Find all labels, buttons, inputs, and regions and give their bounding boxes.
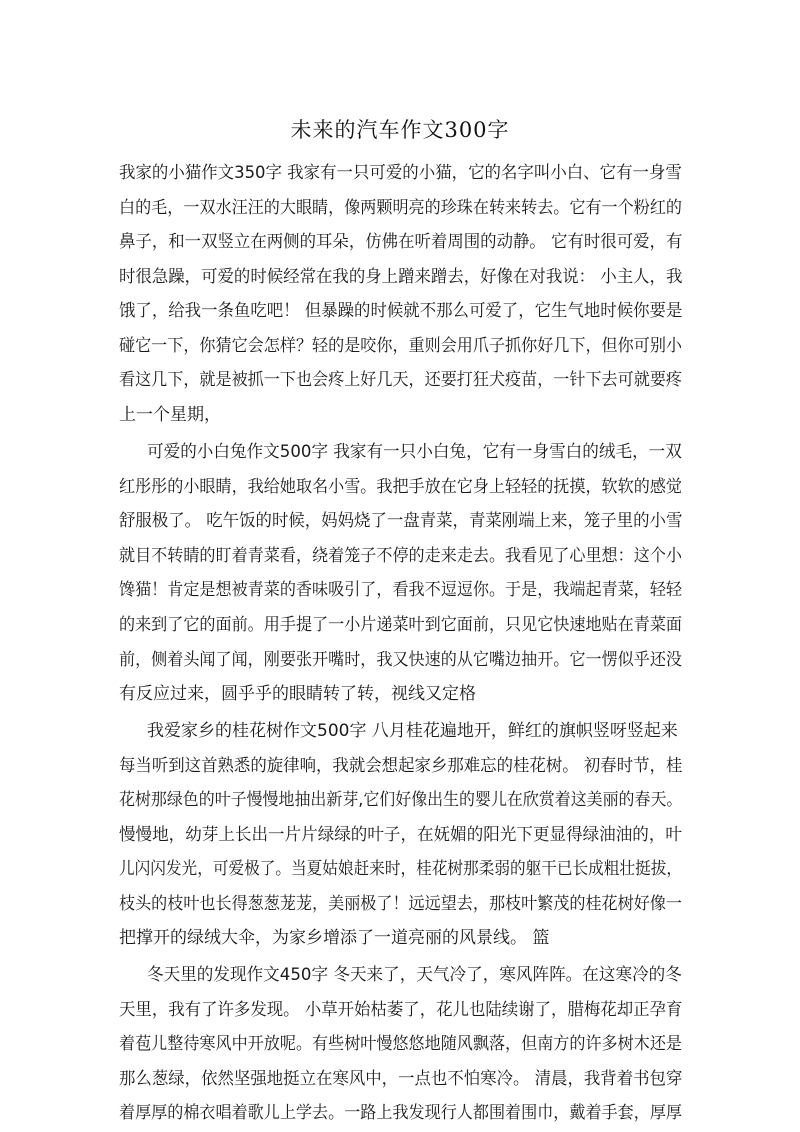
text-line: 儿闪闪发光，可爱极了。当夏姑娘赶来时，桂花树那柔弱的躯干已长成粗壮挺拔， [119, 859, 682, 879]
text-line: 的来到了它的面前。用手提了一小片递菜叶到它面前，只见它快速地贴在青菜面 [119, 615, 682, 635]
text-line: 可爱的小白兔作文500字 我家有一只小白兔，它有一身雪白的绒毛，一双 [147, 442, 682, 462]
text-line: 着厚厚的棉衣唱着歌儿上学去。一路上我发现行人都围着围巾，戴着手套，厚厚 [119, 1103, 682, 1123]
text-line: 我家的小猫作文350字 我家有一只可爱的小猫，它的名字叫小白、它有一身雪 [119, 163, 682, 183]
text-line: 我爱家乡的桂花树作文500字 八月桂花遍地开，鲜红的旗帜竖呀竖起来 [147, 721, 678, 741]
text-line: 慢慢地，幼芽上长出一片片绿绿的叶子，在妩媚的阳光下更显得绿油油的，叶 [119, 825, 682, 845]
text-line: 那么葱绿，依然坚强地挺立在寒风中，一点也不怕寒冷。 清晨，我背着书包穿 [119, 1069, 683, 1089]
text-line: 舒服极了。 吃午饭的时候，妈妈烧了一盘青菜，青菜刚端上来，笼子里的小雪 [119, 511, 683, 531]
document-title: 未来的汽车作文300字 [290, 118, 510, 142]
text-line: 鼻子，和一双竖立在两侧的耳朵，仿佛在听着周围的动静。 它有时很可爱，有 [119, 232, 683, 252]
text-line: 饿了，给我一条鱼吃吧！ 但暴躁的时候就不那么可爱了，它生气地时候你要是 [119, 301, 683, 321]
text-line: 馋猫！肯定是想被青菜的香味吸引了，看我不逗逗你。于是，我端起青菜，轻轻 [119, 580, 682, 600]
text-line: 花树那绿色的叶子慢慢地抽出新芽,它们好像出生的婴儿在欣赏着这美丽的春天。 [119, 790, 683, 810]
text-line: 枝头的枝叶也长得葱葱茏茏，美丽极了！远远望去，那枝叶繁茂的桂花树好像一 [119, 894, 682, 914]
text-line: 天里，我有了许多发现。 小草开始枯萎了，花儿也陆续谢了，腊梅花却正孕育 [119, 1000, 683, 1020]
text-line: 前，侧着头闻了闻，刚要张开嘴时，我又快速的从它嘴边抽开。它一愣似乎还没 [119, 650, 682, 670]
text-line: 时很急躁，可爱的时候经常在我的身上蹭来蹭去，好像在对我说： 小主人，我 [119, 267, 683, 287]
text-line: 就目不转睛的盯着青菜看，绕着笼子不停的走来走去。我看见了心里想：这个小 [119, 546, 682, 566]
text-line: 着苞儿整待寒风中开放呢。有些树叶慢悠悠地随风飘落，但南方的许多树木还是 [119, 1034, 682, 1054]
text-line: 碰它一下，你猜它会怎样？轻的是咬你，重则会用爪子抓你好几下，但你可别小 [119, 336, 682, 356]
text-line: 冬天里的发现作文450字 冬天来了，天气冷了，寒风阵阵。在这寒冷的冬 [147, 965, 682, 985]
text-line: 上一个星期， [119, 405, 221, 425]
text-line: 把撑开的绿绒大伞，为家乡增添了一道亮丽的风景线。 篮 [119, 928, 550, 948]
text-line: 红彤彤的小眼睛，我给她取名小雪。我把手放在它身上轻轻的抚摸，软软的感觉 [119, 477, 682, 497]
text-line: 看这几下，就是被抓一下也会疼上好几天，还要打狂犬疫苗，一针下去可就要疼 [119, 370, 682, 390]
text-line: 有反应过来，圆乎乎的眼睛转了转，视线又定格 [119, 684, 476, 704]
text-line: 每当听到这首熟悉的旋律响，我就会想起家乡那难忘的桂花树。 初春时节，桂 [119, 756, 683, 776]
text-line: 白的毛，一双水汪汪的大眼睛，像两颗明亮的珍珠在转来转去。它有一个粉红的 [119, 198, 682, 218]
